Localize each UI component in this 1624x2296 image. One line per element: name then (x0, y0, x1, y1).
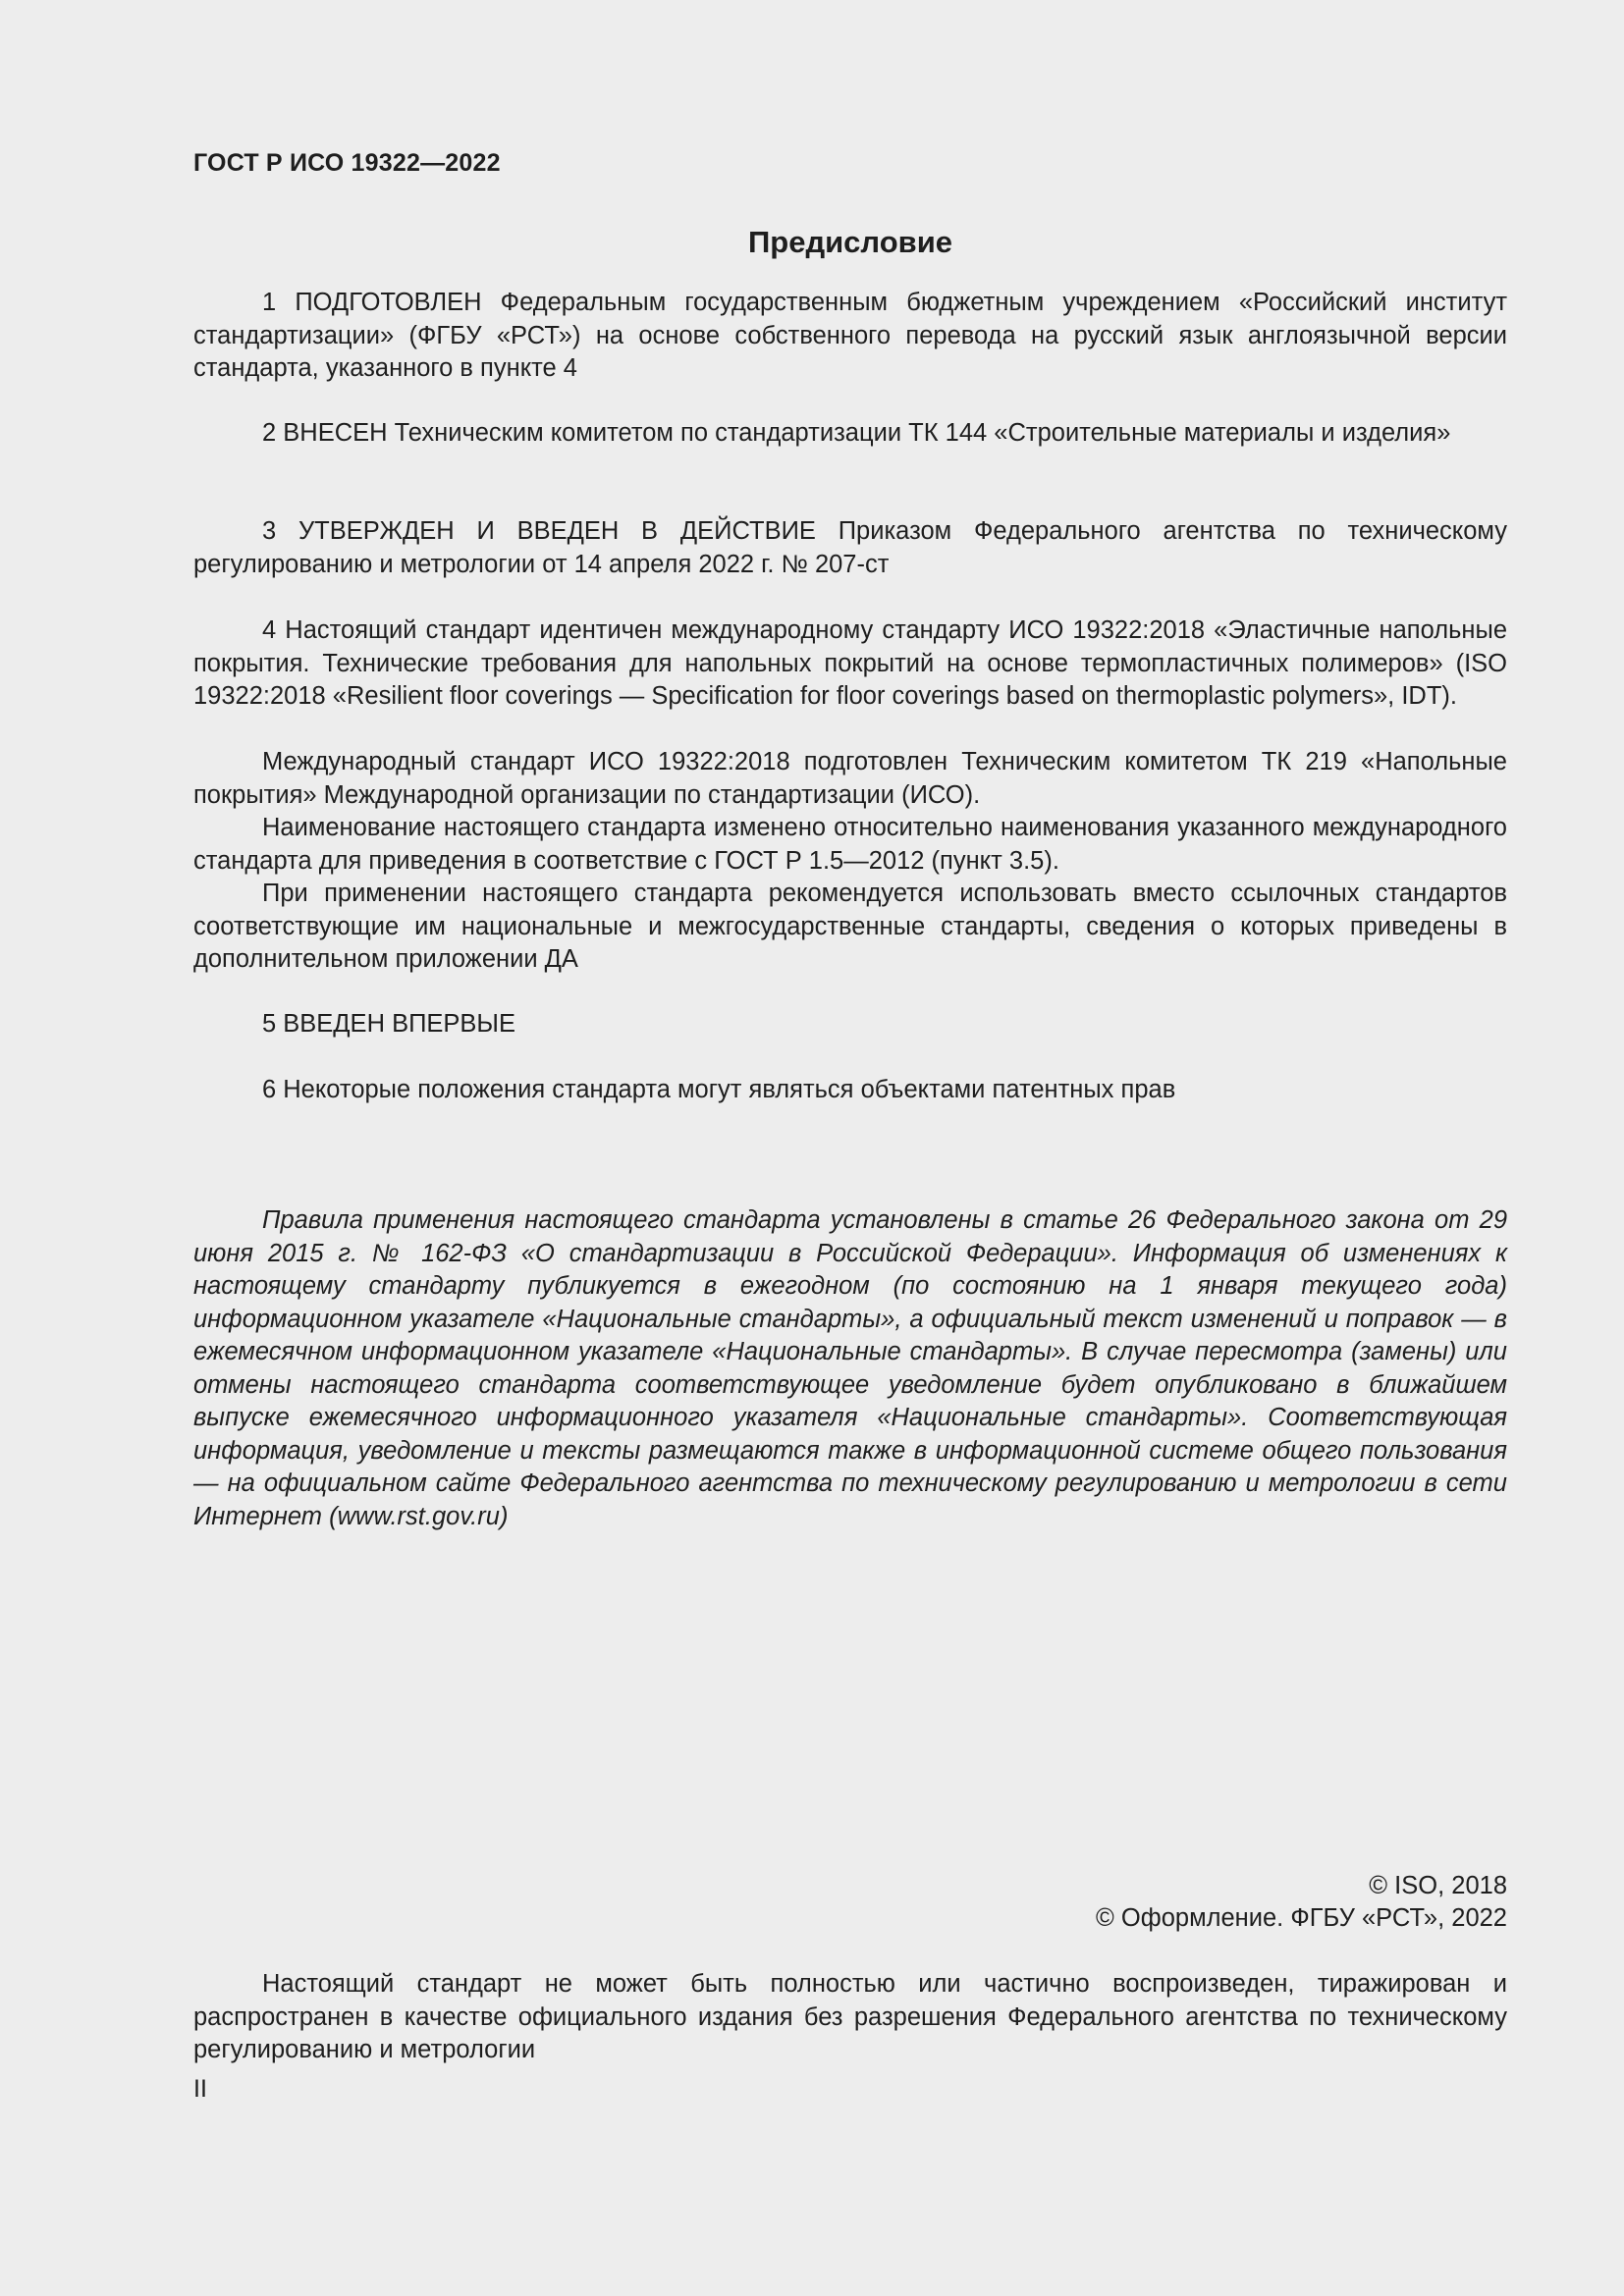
paragraph-4-iso-committee: Международный стандарт ИСО 19322:2018 подготовлен Техническим комитетом ТК 219 «Напольные покрытия» Международной организации по стандартизации (ИСО). (193, 748, 1507, 809)
paragraph-4-name-change: Наименование настоящего стандарта изменено относительно наименования указанного международного стандарта для приведения в соответствие с ГОСТ Р 1.5—2012 (пункт 3.5). (193, 814, 1507, 875)
copyright-iso: © ISO, 2018 (1369, 1872, 1507, 1899)
copyright-rst: © Оформление. ФГБУ «РСТ», 2022 (1096, 1904, 1507, 1932)
paragraph-3: 3 УТВЕРЖДЕН И ВВЕДЕН В ДЕЙСТВИЕ Приказом Федерального агентства по техническому регулированию и метрологии от 14 апреля 2022 г. № 207-ст (193, 517, 1507, 578)
reproduction-notice: Настоящий стандарт не может быть полностью или частично воспроизведен, тиражирован и распространен в качестве официального издания без разрешения Федерального агентства по техническому регулированию и метрологии (193, 1970, 1507, 2063)
page-title: Предисловие (747, 225, 952, 259)
paragraph-1: 1 ПОДГОТОВЛЕН Федеральным государственным бюджетным учреждением «Российский институт стандартизации» (ФГБУ «РСТ») на основе собственного перевода на русский язык англоязычной версии стандарта, указанного в пункте 4 (193, 289, 1507, 382)
paragraph-4-references: При применении настоящего стандарта рекомендуется использовать вместо ссылочных стандартов соответствующие им национальные и межгосударственные стандарты, сведения о которых приведены в дополнительном приложении ДА (193, 880, 1507, 973)
paragraph-4: 4 Настоящий стандарт идентичен международному стандарту ИСО 19322:2018 «Эластичные напольные покрытия. Технические требования для напольных покрытий на основе термопластичных полимеров» (ISO 19322:2018 «Resilient floor coverings — Specification for floor coverings based on thermoplastic polymers», IDT). (193, 616, 1507, 710)
rules-notice: Правила применения настоящего стандарта установлены в статье 26 Федерального закона от 29 июня 2015 г. № 162-ФЗ «О стандартизации в Российской Федерации». Информация об изменениях к настоящему стандарту публикуется в ежегодном (по состоянию на 1 января текущего года) информационном указателе «Национальные стандарты», а официальный текст изменений и поправок — в ежемесячном информационном указателе «Национальные стандарты». В случае пересмотра (замены) или отмены настоящего стандарта соответствующее уведомление будет опубликовано в ближайшем выпуске ежемесячного информационного указателя «Национальные стандарты». Соответствующая информация, уведомление и тексты размещаются также в информационной системе общего пользования — на официальном сайте Федерального агентства по техническому регулированию и метрологии в сети Интернет (www.rst.gov.ru) (193, 1206, 1507, 1530)
paragraph-5: 5 ВВЕДЕН ВПЕРВЫЕ (262, 1010, 516, 1038)
paragraph-6: 6 Некоторые положения стандарта могут являться объектами патентных прав (262, 1076, 1176, 1103)
paragraph-2: 2 ВНЕСЕН Техническим комитетом по стандартизации ТК 144 «Строительные материалы и изделия» (262, 419, 1451, 447)
document-header: ГОСТ Р ИСО 19322—2022 (193, 149, 501, 177)
page-number: II (193, 2075, 207, 2103)
